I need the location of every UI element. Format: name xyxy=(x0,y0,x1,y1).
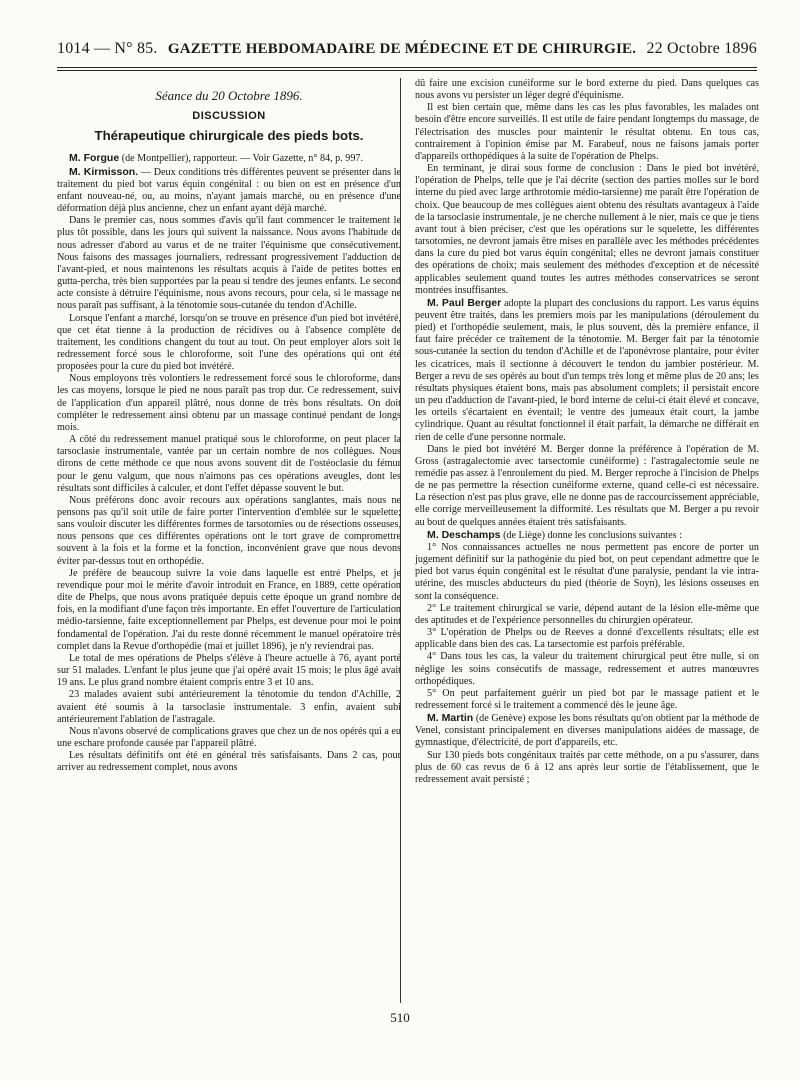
paragraph-text: Il est bien certain que, même dans les cas les plus favorables, les malades ont besoin d'être encore surveillés. Il est utile de faire pendant longtemps du massage, de l'électrisation des muscles pour maintenir le résultat obtenu. En tous cas, contrairement à l'opinion émise par M. Farabeuf, nous ne faisons jamais porter d'appareils orthopédiques à la suite de l'opération de Phelps. xyxy=(415,102,759,162)
paragraph-text: dû faire une excision cunéiforme sur le bord externe du pied. Dans quelques cas nous avons vu persister un léger degré d'équinisme. xyxy=(415,78,759,102)
paragraph-text: 3° L'opération de Phelps ou de Reeves a donné d'excellents résultats; elle est applicable dans bien des cas. La tarsectomie est parfois préférable. xyxy=(415,627,759,651)
paragraph-text: Le total de mes opérations de Phelps s'élève à l'heure actuelle à 76, ayant porté sur 51 malades. L'enfant le plus jeune que j'ai opéré avait 15 mois; le plus âgé avait 19 ans. Le plus grand nombre étaient compris entre 3 et 10 ans. xyxy=(57,652,401,689)
paragraph xyxy=(415,651,759,687)
paragraph-text: Nous préférons donc avoir recours aux opérations sanglantes, mais nous ne pensons pas qu'il soit utile de faire porter l'intervention d'emblée sur le squelette; sans vouloir discuter les différentes formes de tarsotomies ou de résections osseuses, nous pensons que ces différentes opérations ont le tort grave de compromettre souvent à la fois et la forme et la fonction, inconvénient grave que nous devons éviter par-dessus tout en orthopédie. xyxy=(57,494,401,567)
paragraph-text: Sur 130 pieds bots congénitaux traités par cette méthode, on a pu s'assurer, dans plus de 60 cas revus de 6 à 12 ans après leur sortie de l'établissement, que le redressement avait persisté ; xyxy=(415,749,759,785)
running-header xyxy=(57,40,757,62)
paragraph xyxy=(415,102,759,163)
right-column xyxy=(415,78,759,1003)
paragraph xyxy=(57,726,401,750)
paragraph xyxy=(57,215,401,312)
speaker-name: M. Kirmisson. xyxy=(69,165,139,178)
paragraph xyxy=(415,163,759,297)
paragraph xyxy=(415,712,759,749)
paragraph xyxy=(415,627,759,651)
paragraph xyxy=(57,373,401,434)
paragraph-text: Dans le pied bot invétéré M. Berger donne la préférence à l'opération de M. Gross (astragalectomie avec tarsectomie cunéiforme) : l'astragalectomie seule ne remédie pas assez à l'enroulement du pied. M. Berger reproche à l'incision de Phelps de ne pas permettre la résection cunéiforme externe, quand celle-ci est nécessaire. La résection n'est pas plus grave, elle ne donne pas de raccourcissement appréciable, elle corrige merveilleusement la difformité. Les résultats que M. Berger a pu revoir au bout de quelques années étaient très satisfaisants. xyxy=(415,443,759,528)
paragraph xyxy=(57,568,401,653)
page-number: 510 xyxy=(390,1010,410,1025)
paragraph-text: Dans le premier cas, nous sommes d'avis qu'il faut commencer le traitement le plus tôt possible, dans les jours qui suivent la naissance. Nous avons l'habitude de nous adresser d'abord au varus et de ne traiter l'équinisme que consécutivement. Nous faisons des massages journaliers, redressant progressivement l'adduction de l'avant-pied, et nous maintenons les résultats acquis à l'aide de petites bottes en gutta-percha, très bien supportées par la peau si tendre des jeunes enfants. Le second acte consiste à détruire l'équinisme, nous avons recours, pour cela, si le massage ne nous paraît pas suffisant, à la ténotomie sous-cutanée du tendon d'Achille. xyxy=(57,215,401,312)
header-date: 22 Octobre 1896 xyxy=(646,40,757,57)
paragraph xyxy=(415,603,759,627)
paragraph xyxy=(57,653,401,689)
paragraph-text: En terminant, je dirai sous forme de conclusion : Dans le pied bot invétéré, l'opération de Phelps, telle que je l'ai décrite (section des parties molles sur le bord interne du pied avec large arthrotomie médio-tarsienne) me paraît être l'opération de choix. Que beaucoup de mes collègues aient obtenu des résultats avantageux à l'aide de la tarsoclasie instrumentale, je ne cherche nullement à le nier, mais ce que je tiens avant tout à bien préciser, c'est que les opérations sur le squelette, les différentes tarsotomies, ne devront jamais être mises en parallèle avec les méthodes précédentes dans la cure du pied bot varus équin congénital; elles ne devront jamais constituer des opérations de choix; mais seulement des méthodes d'exception et de nécessité applicables seulement quand toutes les autres méthodes conservatrices se seront montrées insuffisantes. xyxy=(415,163,759,296)
paragraph xyxy=(415,542,759,603)
paragraph-text: adopte la plupart des conclusions du rapport. Les varus équins peuvent être traités, dans les premiers mois par les manipulations (déroulement du pied) et l'orthopédie seulement, mais, le plus souvent, dès la première enfance, il faut faire précéder ce traitement de la ténotomie. M. Berger fait par la ténotomie sous-cutanée la section du tendon d'Achille et de l'aponévrose plantaire, pour éviter les cicatrices, mais il sectionne à découvert le tendon du jambier postérieur. M. Berger a revu de ses opérés au bout d'un temps très long et même plus de 20 ans; les résultats physiques étaient bons, mais pas absolument complets; il persistait encore un peu d'adduction de l'avant-pied, le bord interne de celui-ci était élevé et concave, les orteils s'écartaient en éventail; le ventre des jumeaux était court, la jambe cylindrique. Quant au résultat fonctionnel il était parfait, la démarche ne différait en rien de celle d'une personne normale. xyxy=(415,297,759,443)
paragraph-text: Nous employons très volontiers le redressement forcé sous le chloroforme, dans les cas moyens, lorsque le pied ne nous paraît pas trop dur. Ce redressement, suivi de l'application d'un appareil plâtré, nous donne de très bons résultats. On doit compléter le redressement ainsi obtenu par un massage continué pendant de longs mois. xyxy=(57,373,401,433)
paragraph xyxy=(415,750,759,786)
header-page-issue: 1014 — N° 85. xyxy=(57,40,158,57)
speaker-name: M. Paul Berger xyxy=(427,296,502,309)
session-date: Séance du 20 Octobre 1896. xyxy=(155,88,303,103)
paragraph xyxy=(57,495,401,568)
header-rule-bottom xyxy=(57,70,757,71)
paragraph-text: (de Liège) donne les conclusions suivantes : xyxy=(500,529,682,541)
paragraph-text: 5° On peut parfaitement guérir un pied bot par le massage patient et le redressement forcé si le traitement a commencé dès le jeune âge. xyxy=(415,687,759,711)
paragraph-text: 2° Le traitement chirurgical se varie, dépend autant de la lésion elle-même que des aptitudes et de l'expérience personnelles du chirurgien opérateur. xyxy=(415,602,759,626)
paragraph xyxy=(415,529,759,542)
paragraph-text: (de Genève) expose les bons résultats qu'on obtient par la méthode de Venel, consistant principalement en diverses manipulations aidées de massage, de gymnastique, d'électricité, de port d'appareils, etc. xyxy=(415,713,759,749)
header-rule-top xyxy=(57,67,757,68)
paragraph-text: Lorsque l'enfant a marché, lorsqu'on se trouve en présence d'un pied bot invétéré, que cet état tienne à la production de récidives ou à l'absence complète de traitement, les conditions changent du tout au tout. On peut employer alors soit le redressement forcé sous le chloroforme, soit l'une des opérations qui ont été proposées pour la cure du pied bot invétéré. xyxy=(57,312,401,373)
paragraph xyxy=(415,444,759,529)
paragraph-text: Les résultats définitifs ont été en général très satisfaisants. Dans 2 cas, pour arriver au redressement complet, nous avons xyxy=(57,750,401,774)
right-paragraphs xyxy=(415,78,759,786)
paragraph-text: Nous n'avons observé de complications graves que chez un de nos opérés qui a eu une eschare profonde causée par l'appareil plâtré. xyxy=(57,725,401,749)
paragraph-text: 4° Dans tous les cas, la valeur du traitement chirurgical peut être nulle, si on néglige les soins consécutifs de massage, redressement et autres manœuvres orthopédiques. xyxy=(415,651,759,687)
paragraph xyxy=(415,297,759,444)
paragraph-text: (de Montpellier), rapporteur. — Voir Gazette, n° 84, p. 997. xyxy=(119,153,363,165)
paragraph xyxy=(415,78,759,102)
paragraph xyxy=(57,434,401,495)
paragraph-text: 1° Nos connaissances actuelles ne nous permettent pas encore de porter un jugement définitif sur la pathogénie du pied bot, on peut cependant admettre que le pied bot varus équin congénital est le résultat d'une paralysie, pendant la vie intra-utérine, des muscles abducteurs du pied (théorie de Soyn), les lésions osseuses en sont la conséquence. xyxy=(415,541,759,602)
paragraph xyxy=(57,750,401,774)
paragraph xyxy=(57,152,401,165)
paragraph-text: — Deux conditions très différentes peuvent se présenter dans le traitement du pied bot varus équin congénital : ou bien on est en présence d'un enfant nouveau-né, ou, au moins, n'ayant jamais marché, ou en présence d'une déformation déjà plus ancienne, chez un enfant ayant déjà marché. xyxy=(57,166,401,215)
paragraph xyxy=(57,689,401,725)
left-column xyxy=(57,78,401,1003)
paragraph xyxy=(415,688,759,712)
paragraph-text: Je préfère de beaucoup suivre la voie dans laquelle est entré Phelps, et je revendique pour moi le mérite d'avoir introduit en France, en 1889, cette opération dite de Phelps, que nous avons pratiquée depuis cette époque un grand nombre de fois, en la modifiant d'une façon très importante. En effet l'ouverture de l'articulation médio-tarsienne, faite exceptionnellement par Phelps, est devenue pour moi le point fondamental de l'opération. J'ai du reste donné récemment le manuel opératoire très complet dans la Revue d'orthopédie (mai et juillet 1896), je n'y reviendrai pas. xyxy=(57,567,401,652)
article-columns xyxy=(57,78,759,1003)
journal-title: GAZETTE HEBDOMADAIRE DE MÉDECINE ET DE CHIRURGIE. xyxy=(167,41,637,57)
left-paragraphs xyxy=(57,152,401,774)
discussion-heading: DISCUSSION xyxy=(192,110,266,123)
article-title: Thérapeutique chirurgicale des pieds bots. xyxy=(94,128,364,144)
paragraph xyxy=(57,313,401,374)
speaker-name: M. Deschamps xyxy=(427,528,501,541)
speaker-name: M. Forgue xyxy=(69,152,120,165)
paragraph-text: 23 malades avaient subi antérieurement la ténotomie du tendon d'Achille, 2 avaient été soumis à la tarsoclasie instrumentale. 3 enfin, avaient subi antérieurement l'ablation de l'astragale. xyxy=(57,689,401,725)
speaker-name: M. Martin xyxy=(427,712,474,725)
paragraph xyxy=(57,166,401,216)
paragraph-text: A côté du redressement manuel pratiqué sous le chloroforme, on peut placer la tarsoclasie instrumentale, vantée par un certain nombre de nos collègues. Nous dirons de cette méthode ce que nous avons souvent dit de l'ostéoclasie du fémur pour le genu valgum, que nous n'aimons pas ces opérations aveugles, dont les résultats sont difficiles à calculer, et dont l'effet dépasse souvent le but. xyxy=(57,434,401,494)
